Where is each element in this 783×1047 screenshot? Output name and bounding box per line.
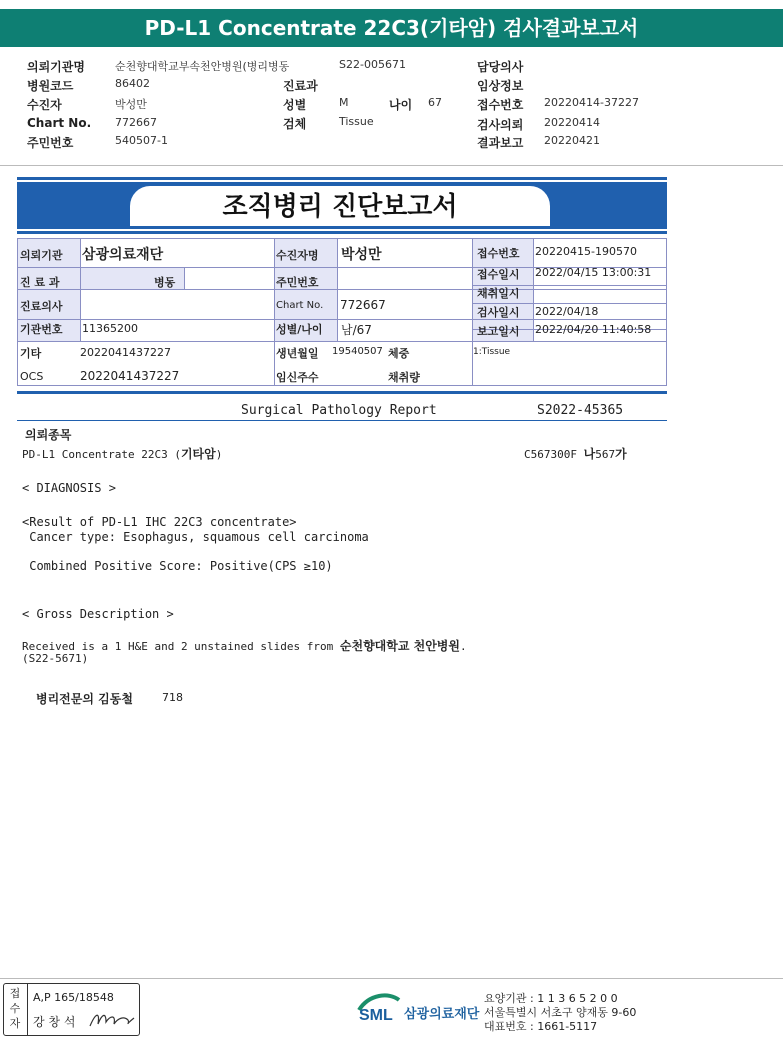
footer-info-address: 서울특별시 서초구 양재동 9-60 bbox=[484, 1006, 637, 1019]
surgical-report-title: Surgical Pathology Report bbox=[241, 403, 437, 418]
receipt-label: 접수번호 bbox=[477, 98, 524, 112]
patient-name-label: 수진자명 bbox=[276, 249, 319, 262]
weight-label: 체중 bbox=[388, 347, 410, 360]
patient-value: 박성만 bbox=[115, 98, 147, 111]
request-code: C567300F 나567가 bbox=[524, 447, 627, 461]
ocs-value: 2022041437227 bbox=[80, 369, 180, 383]
specimen-number: S22-005671 bbox=[339, 58, 406, 71]
inst-no-label: 기관번호 bbox=[20, 323, 63, 336]
pregnancy-label: 임신주수 bbox=[276, 371, 319, 384]
request-item-label: 의뢰종목 bbox=[25, 428, 72, 442]
cps-line: Combined Positive Score: Positive(CPS ≥10) bbox=[22, 559, 333, 573]
received-line: Received is a 1 H&E and 2 unstained slides from 순천향대학교 천안병원. bbox=[22, 639, 467, 653]
receipt-date-label: 접수일시 bbox=[477, 268, 520, 281]
pathologist-number: 718 bbox=[162, 691, 183, 704]
doctor-label: 담당의사 bbox=[477, 60, 524, 74]
patient-name-value: 박성만 bbox=[341, 247, 382, 263]
sml-logo bbox=[357, 990, 401, 1027]
collect-date-label: 채취일시 bbox=[477, 287, 520, 300]
ocs-label: OCS bbox=[20, 370, 44, 383]
inst-label: 의뢰기관 bbox=[20, 249, 63, 262]
exam-date-value: 2022/04/18 bbox=[535, 305, 599, 318]
section-divider-thin bbox=[17, 420, 667, 421]
report-date-value: 2022/04/20 11:40:58 bbox=[535, 323, 652, 336]
stamp-line1: A,P 165/18548 bbox=[33, 991, 114, 1004]
page-title: PD-L1 Concentrate 22C3(기타암) 검사결과보고서 bbox=[144, 16, 639, 40]
institution-value: 순천향대학교부속천안병원(병리병동 bbox=[115, 60, 290, 73]
stamp-divider bbox=[27, 983, 28, 1036]
age-label: 나이 bbox=[389, 98, 413, 112]
tissue-value: 1:Tissue bbox=[473, 347, 511, 357]
stamp-vertical-label: 접수자 bbox=[9, 987, 21, 1030]
chart-value-2: 772667 bbox=[340, 298, 386, 312]
hospital-code-label: 병원코드 bbox=[27, 79, 74, 93]
report-title: 조직병리 진단보고서 bbox=[222, 192, 458, 222]
request-value: 20220414 bbox=[544, 116, 600, 129]
age-value: 67 bbox=[428, 96, 442, 109]
chart-label: Chart No. bbox=[27, 116, 92, 130]
resident-no-label: 주민번호 bbox=[276, 276, 319, 289]
inst-no-value: 11365200 bbox=[82, 322, 138, 335]
dept-label-2: 진 료 과 bbox=[20, 276, 60, 289]
request-item: PD-L1 Concentrate 22C3 (기타암) bbox=[22, 447, 223, 461]
birth-label: 생년월일 bbox=[276, 347, 319, 360]
diagnosis-header: < DIAGNOSIS > bbox=[22, 481, 116, 495]
sex-label: 성별 bbox=[283, 98, 307, 112]
report-banner-line bbox=[17, 180, 667, 182]
footer-divider bbox=[0, 978, 783, 979]
surgical-report-number: S2022-45365 bbox=[537, 403, 624, 418]
resident-value: 540507-1 bbox=[115, 134, 168, 147]
receipt-no-label: 접수번호 bbox=[477, 247, 520, 260]
institution-label: 의뢰기관명 bbox=[27, 60, 85, 74]
result-line: <Result of PD-L1 IHC 22C3 concentrate> bbox=[22, 515, 297, 529]
clinical-label: 임상정보 bbox=[477, 79, 524, 93]
collect-amount-label: 채취량 bbox=[388, 371, 420, 384]
etc-value: 2022041437227 bbox=[80, 346, 171, 359]
cancer-type-line: Cancer type: Esophagus, squamous cell carcinoma bbox=[22, 530, 369, 544]
footer-info-code: 요양기관 : 1 1 3 6 5 2 0 0 bbox=[484, 992, 618, 1005]
chart-value: 772667 bbox=[115, 116, 157, 129]
result-value: 20220421 bbox=[544, 134, 600, 147]
resident-label: 주민번호 bbox=[27, 136, 74, 150]
ward-label: 병동 bbox=[154, 276, 176, 289]
sml-logo-name: 삼광의료재단 bbox=[404, 1007, 480, 1022]
doctor-label-2: 진료의사 bbox=[20, 300, 63, 313]
received-specimen-no: (S22-5671) bbox=[22, 652, 89, 665]
report-date-label: 보고일시 bbox=[477, 325, 520, 338]
footer-info-phone: 대표번호 : 1661-5117 bbox=[484, 1020, 598, 1033]
request-label: 검사의뢰 bbox=[477, 118, 524, 132]
signature-icon bbox=[88, 1008, 136, 1032]
report-banner-underline bbox=[17, 229, 667, 231]
sex-value: M bbox=[339, 96, 349, 109]
inst-value: 삼광의료재단 bbox=[82, 247, 164, 263]
receipt-value: 20220414-37227 bbox=[544, 96, 639, 109]
specimen-label: 검체 bbox=[283, 117, 307, 131]
sexage-value: 남/67 bbox=[341, 323, 372, 337]
pathologist-name: 병리전문의 김동철 bbox=[36, 692, 133, 706]
sml-logo-letters: SML bbox=[359, 1007, 393, 1024]
receipt-no-value: 20220415-190570 bbox=[535, 245, 637, 258]
result-label: 결과보고 bbox=[477, 136, 524, 150]
birth-value: 19540507 bbox=[332, 346, 383, 357]
dept-label: 진료과 bbox=[283, 79, 318, 93]
gross-header: < Gross Description > bbox=[22, 607, 174, 621]
header-divider bbox=[0, 165, 783, 166]
hospital-code-value: 86402 bbox=[115, 77, 150, 90]
sexage-label: 성별/나이 bbox=[276, 323, 323, 336]
chart-label-2: Chart No. bbox=[276, 300, 324, 311]
stamp-line2: 강 창 석 bbox=[33, 1015, 76, 1029]
patient-label: 수진자 bbox=[27, 98, 62, 112]
specimen-value: Tissue bbox=[339, 115, 374, 128]
section-divider bbox=[17, 391, 667, 394]
sml-logo-icon bbox=[357, 990, 401, 1024]
etc-label: 기타 bbox=[20, 347, 42, 360]
receipt-date-value: 2022/04/15 13:00:31 bbox=[535, 266, 652, 279]
exam-date-label: 검사일시 bbox=[477, 306, 520, 319]
